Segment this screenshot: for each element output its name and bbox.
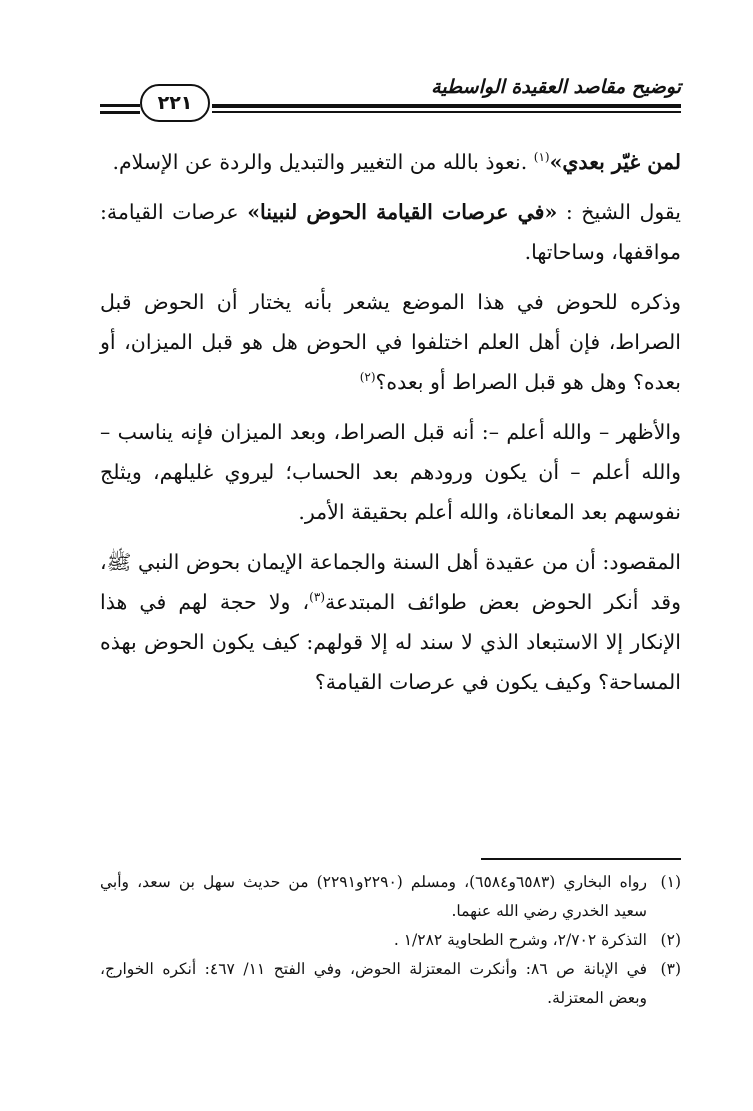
footnote-text: رواه البخاري (٦٥٨٣و٦٥٨٤)، ومسلم (٢٢٩٠و٢٢٩١) من حديث سهل بن سعد، وأبي سعيد الخدري رضي الله عنهما. bbox=[100, 873, 647, 920]
running-title: توضيح مقاصد العقيدة الواسطية bbox=[431, 76, 681, 98]
paragraph-2-text: عرصات القيامة: مواقفها، وساحاتها. bbox=[100, 200, 681, 264]
sheikh-quote: «في عرصات القيامة الحوض لنبينا» bbox=[247, 200, 558, 224]
footnote-ref-2[interactable]: (٢) bbox=[359, 370, 376, 385]
footnote-ref-1[interactable]: (١) bbox=[533, 150, 550, 165]
footnote-1 bbox=[100, 868, 681, 926]
header-rule-thick bbox=[212, 104, 681, 108]
footnote-3 bbox=[100, 955, 681, 1013]
page-number: ٢٢١ bbox=[140, 84, 210, 122]
paragraph-5-text-b: ، ولا حجة لهم في هذا الإنكار إلا الاستبعاد الذي لا سند له إلا قولهم: كيف يكون الحوض بهذه المساحة؟ وكيف يكون في عرصات القيامة؟ bbox=[100, 590, 681, 694]
footnote-number: (٣) bbox=[660, 960, 681, 978]
paragraph-4-text: والأظهر – والله أعلم –: أنه قبل الصراط، وبعد الميزان فإنه يناسب – والله أعلم – أن يكون ورودهم بعد الحساب؛ ليروي غليلهم، ويثلج نفوسهم بعد المعاناة، والله أعلم بحقيقة الأمر. bbox=[100, 420, 681, 524]
paragraph-1-text: .نعوذ بالله من التغيير والتبديل والردة عن الإسلام. bbox=[112, 150, 534, 174]
footnotes bbox=[100, 868, 681, 1013]
header-rule bbox=[212, 102, 681, 116]
paragraph-3-text: وذكره للحوض في هذا الموضع يشعر بأنه يختار أن الحوض قبل الصراط، فإن أهل العلم اختلفوا في الحوض هل هو قبل الميزان، أو بعده؟ وهل هو قبل الصراط أو بعده؟ bbox=[100, 290, 681, 394]
paragraph-5 bbox=[100, 542, 681, 702]
footnote-number: (٢) bbox=[660, 931, 681, 949]
header-rule-thin bbox=[212, 111, 681, 113]
footnote-text: التذكرة ٢/٧٠٢، وشرح الطحاوية ١/٢٨٢ . bbox=[393, 931, 647, 949]
header-rule-left bbox=[100, 104, 140, 118]
paragraph-1 bbox=[100, 142, 681, 182]
paragraph-4 bbox=[100, 412, 681, 532]
footnote-2 bbox=[100, 926, 681, 955]
footnote-separator bbox=[481, 858, 681, 860]
page-header bbox=[100, 72, 681, 128]
footnote-text: في الإبانة ص ٨٦: وأنكرت المعتزلة الحوض، وفي الفتح ١١/ ٤٦٧: أنكره الخوارج، وبعض المعتزلة. bbox=[100, 960, 647, 1007]
footnote-ref-3[interactable]: (٣) bbox=[309, 590, 325, 605]
footnote-number: (١) bbox=[660, 873, 681, 891]
hadith-quote-end: لمن غيّر بعدي» bbox=[549, 150, 681, 174]
paragraph-3 bbox=[100, 282, 681, 402]
paragraph-2 bbox=[100, 192, 681, 272]
paragraph-5-text-a: المقصود: أن من عقيدة أهل السنة والجماعة الإيمان بحوض النبي ﷺ، وقد أنكر الحوض بعض طوائف المبتدعة bbox=[100, 550, 681, 614]
main-text bbox=[100, 142, 681, 712]
paragraph-2-lead: يقول الشيخ : bbox=[557, 200, 681, 224]
